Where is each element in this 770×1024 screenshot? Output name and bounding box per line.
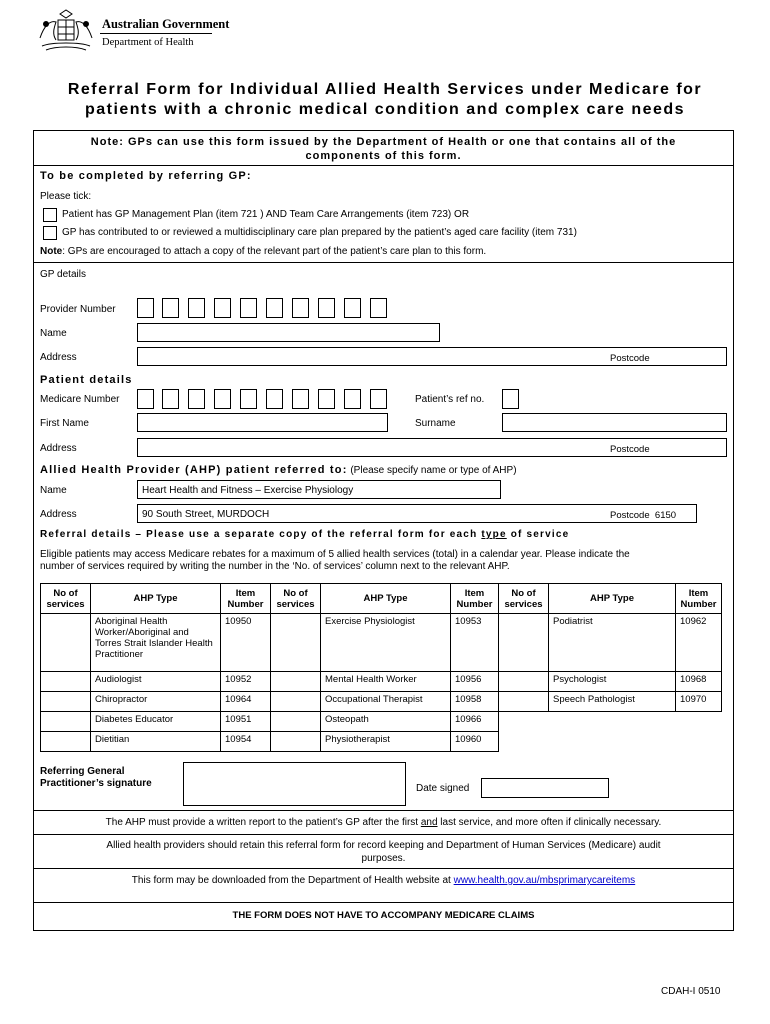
surname-field[interactable] xyxy=(502,413,727,432)
medicare-number-digit[interactable] xyxy=(188,389,205,409)
medicare-number-label: Medicare Number xyxy=(40,394,120,405)
divider xyxy=(33,165,734,166)
gp-note-line2: components of this form. xyxy=(305,150,462,162)
divider xyxy=(33,902,734,903)
form-title-line2: patients with a chronic medical condition and complex care needs xyxy=(84,101,686,118)
divider xyxy=(33,868,734,869)
gp-postcode-label: Postcode xyxy=(610,353,650,364)
table-row xyxy=(41,614,722,672)
retain-note-line1: Allied health providers should retain this referral form for record keeping and Department of Human Services (Medicare) audit xyxy=(106,840,661,851)
patient-ref-label: Patient’s ref no. xyxy=(415,394,485,405)
item-number-cell: 10954 xyxy=(221,732,271,752)
item-number-cell: 10970 xyxy=(676,692,722,712)
header-divider xyxy=(100,33,212,34)
item-number-cell: 10960 xyxy=(451,732,499,752)
provider-number-digit[interactable] xyxy=(344,298,361,318)
ahp-type-cell: Dietitian xyxy=(91,732,221,752)
provider-number-digit[interactable] xyxy=(318,298,335,318)
first-name-field[interactable] xyxy=(137,413,388,432)
services-count-cell[interactable] xyxy=(499,672,549,692)
report-note-and: and xyxy=(420,817,438,828)
table-row xyxy=(41,712,722,732)
ahp-name-label: Name xyxy=(40,485,67,496)
services-count-cell[interactable] xyxy=(499,614,549,672)
ahp-heading-note: (Please specify name or type of AHP) xyxy=(347,465,517,476)
item-number-header: Item Number xyxy=(451,584,499,614)
attach-note-label: Note xyxy=(40,246,63,257)
ahp-type-cell: Podiatrist xyxy=(549,614,676,672)
signature-label-line1: Referring General xyxy=(40,766,125,777)
patient-section-heading: Patient details xyxy=(40,374,133,386)
patient-address-label: Address xyxy=(40,443,77,454)
retain-note-line2: purposes. xyxy=(361,853,406,864)
ahp-type-cell: Audiologist xyxy=(91,672,221,692)
ahp-address-value: 90 South Street, MURDOCH xyxy=(142,509,270,520)
empty-cell xyxy=(676,712,722,732)
services-count-cell[interactable] xyxy=(271,732,321,752)
referral-desc-line2: number of services required by writing the number in the ‘No. of services’ column next to the relevant AHP. xyxy=(40,561,510,572)
ahp-type-cell: Aboriginal Health Worker/Aboriginal and Torres Strait Islander Health Practitioner xyxy=(91,614,221,672)
divider xyxy=(33,834,734,835)
form-title xyxy=(40,80,730,120)
ahp-type-header: AHP Type xyxy=(549,584,676,614)
ahp-type-header: AHP Type xyxy=(321,584,451,614)
patient-postcode-label: Postcode xyxy=(610,444,650,455)
ahp-type-cell: Chiropractor xyxy=(91,692,221,712)
government-name: Australian Government xyxy=(102,17,230,31)
services-count-cell[interactable] xyxy=(41,614,91,672)
item-number-cell: 10968 xyxy=(676,672,722,692)
date-signed-field[interactable] xyxy=(481,778,609,798)
ahp-type-cell: Occupational Therapist xyxy=(321,692,451,712)
option1-checkbox[interactable] xyxy=(43,208,57,222)
report-note xyxy=(40,816,727,829)
table-row xyxy=(41,692,722,712)
medicare-number-digit[interactable] xyxy=(266,389,283,409)
ahp-section-heading xyxy=(40,464,517,476)
date-signed-label: Date signed xyxy=(416,783,470,794)
gp-note-banner xyxy=(40,135,727,163)
services-count-cell[interactable] xyxy=(499,692,549,712)
no-of-services-header: No of services xyxy=(271,584,321,614)
empty-cell xyxy=(549,732,676,752)
attach-note xyxy=(40,246,486,257)
medicare-number-digit[interactable] xyxy=(370,389,387,409)
signature-label-line2: Practitioner’s signature xyxy=(40,778,152,789)
referral-desc-line1: Eligible patients may access Medicare rebates for a maximum of 5 allied health services (total) in a calendar year. Please indicate the xyxy=(40,549,630,560)
referral-heading xyxy=(40,529,569,540)
form-title-line1: Referral Form for Individual Allied Health Services under Medicare for xyxy=(67,81,703,98)
item-number-header: Item Number xyxy=(676,584,722,614)
download-note-text: This form may be downloaded from the Department of Health website at xyxy=(131,875,454,886)
provider-number-digit[interactable] xyxy=(370,298,387,318)
services-count-cell[interactable] xyxy=(41,732,91,752)
item-number-cell: 10964 xyxy=(221,692,271,712)
signature-label xyxy=(40,766,152,790)
divider xyxy=(33,810,734,811)
provider-number-digit[interactable] xyxy=(137,298,154,318)
empty-cell xyxy=(499,732,549,752)
gp-name-label: Name xyxy=(40,328,67,339)
department-name: Department of Health xyxy=(102,37,194,48)
services-count-cell[interactable] xyxy=(41,692,91,712)
services-count-cell[interactable] xyxy=(271,672,321,692)
option2-checkbox[interactable] xyxy=(43,226,57,240)
medicare-number-digit[interactable] xyxy=(240,389,257,409)
surname-label: Surname xyxy=(415,418,456,429)
ahp-postcode-value: 6150 xyxy=(654,510,677,521)
item-number-cell: 10951 xyxy=(221,712,271,732)
item-number-cell: 10952 xyxy=(221,672,271,692)
download-note xyxy=(40,874,727,887)
ahp-type-cell: Psychologist xyxy=(549,672,676,692)
first-name-label: First Name xyxy=(40,418,89,429)
services-count-cell[interactable] xyxy=(41,672,91,692)
ahp-type-cell: Mental Health Worker xyxy=(321,672,451,692)
medicare-number-digit[interactable] xyxy=(214,389,231,409)
ahp-heading-bold: Allied Health Provider (AHP) patient referred to: xyxy=(40,464,348,476)
claims-note: THE FORM DOES NOT HAVE TO ACCOMPANY MEDICARE CLAIMS xyxy=(232,910,535,921)
referral-heading-b: of service xyxy=(506,529,570,540)
medicare-number-digit[interactable] xyxy=(137,389,154,409)
divider xyxy=(33,262,734,263)
form-code: CDAH-I 0510 xyxy=(661,986,721,997)
option1-label: Patient has GP Management Plan (item 721 ) AND Team Care Arrangements (item 723) OR xyxy=(62,209,470,220)
item-number-cell: 10956 xyxy=(451,672,499,692)
item-number-cell: 10950 xyxy=(221,614,271,672)
patient-ref-box[interactable] xyxy=(502,389,519,409)
ahp-type-cell: Diabetes Educator xyxy=(91,712,221,732)
provider-number-digit[interactable] xyxy=(162,298,179,318)
table-row xyxy=(41,732,722,752)
item-number-header: Item Number xyxy=(221,584,271,614)
provider-number-digit[interactable] xyxy=(188,298,205,318)
retain-note xyxy=(40,839,727,865)
ahp-postcode-label: Postcode xyxy=(610,510,650,521)
table-header-row xyxy=(41,584,722,614)
gp-name-field[interactable] xyxy=(137,323,440,342)
ahp-type-cell: Osteopath xyxy=(321,712,451,732)
empty-cell xyxy=(499,712,549,732)
gp-address-label: Address xyxy=(40,352,77,363)
empty-cell xyxy=(676,732,722,752)
ahp-type-cell: Speech Pathologist xyxy=(549,692,676,712)
item-number-cell: 10953 xyxy=(451,614,499,672)
no-of-services-header: No of services xyxy=(499,584,549,614)
provider-number-digit[interactable] xyxy=(292,298,309,318)
ahp-type-cell: Physiotherapist xyxy=(321,732,451,752)
ahp-type-table xyxy=(40,583,722,752)
gp-section-heading: To be completed by referring GP: xyxy=(40,170,252,182)
services-count-cell[interactable] xyxy=(271,614,321,672)
health-website-link[interactable]: www.health.gov.au/mbsprimarycareitems xyxy=(453,875,636,886)
report-note-a: The AHP must provide a written report to the patient’s GP after the first xyxy=(105,817,421,828)
services-count-cell[interactable] xyxy=(271,712,321,732)
empty-cell xyxy=(549,712,676,732)
attach-note-text: : GPs are encouraged to attach a copy of the relevant part of the patient’s care plan to this form. xyxy=(62,246,487,257)
item-number-cell: 10962 xyxy=(676,614,722,672)
ahp-address-label: Address xyxy=(40,509,77,520)
ahp-type-header: AHP Type xyxy=(91,584,221,614)
services-count-cell[interactable] xyxy=(271,692,321,712)
ahp-postcode xyxy=(610,510,676,521)
medicare-number-digit[interactable] xyxy=(344,389,361,409)
signature-field[interactable] xyxy=(183,762,406,806)
gp-note-line1: Note: GPs can use this form issued by the Department of Health or one that contains all of the xyxy=(90,136,677,148)
item-number-cell: 10966 xyxy=(451,712,499,732)
ahp-name-value: Heart Health and Fitness – Exercise Physiology xyxy=(142,485,354,496)
option2-label: GP has contributed to or reviewed a multidisciplinary care plan prepared by the patient’s aged care facility (item 731) xyxy=(62,227,577,238)
no-of-services-header: No of services xyxy=(41,584,91,614)
gp-details-label: GP details xyxy=(40,269,86,280)
medicare-number-digit[interactable] xyxy=(318,389,335,409)
provider-number-digit[interactable] xyxy=(214,298,231,318)
referral-heading-type: type xyxy=(481,529,507,540)
medicare-number-digit[interactable] xyxy=(162,389,179,409)
provider-number-digit[interactable] xyxy=(240,298,257,318)
provider-number-digit[interactable] xyxy=(266,298,283,318)
provider-number-label: Provider Number xyxy=(40,304,116,315)
item-number-cell: 10958 xyxy=(451,692,499,712)
ahp-type-cell: Exercise Physiologist xyxy=(321,614,451,672)
coat-of-arms-logo xyxy=(36,8,96,52)
report-note-b: last service, and more often if clinically necessary. xyxy=(437,817,662,828)
please-tick-label: Please tick: xyxy=(40,191,92,202)
services-count-cell[interactable] xyxy=(41,712,91,732)
referral-heading-a: Referral details – Please use a separate copy of the referral form for each xyxy=(40,529,482,540)
medicare-number-digit[interactable] xyxy=(292,389,309,409)
table-row xyxy=(41,672,722,692)
